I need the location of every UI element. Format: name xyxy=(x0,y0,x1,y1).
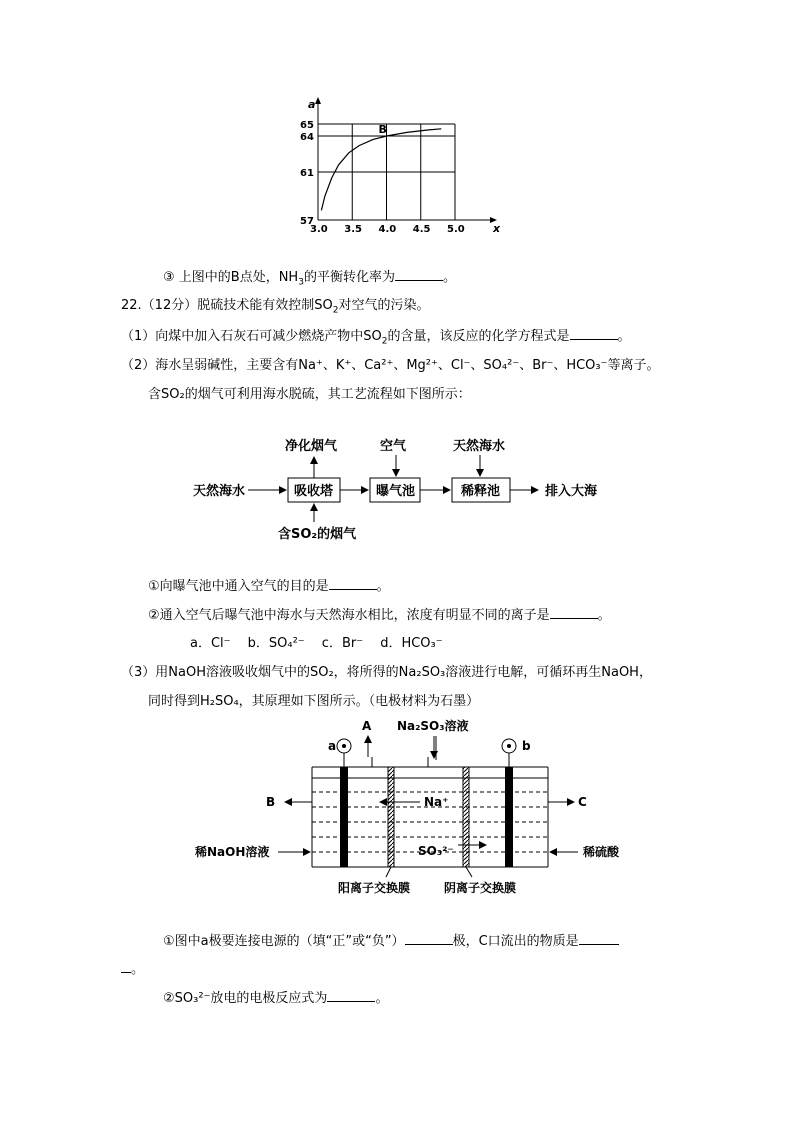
x-tick-label: 3.5 xyxy=(344,224,362,235)
x-tick-label: 4.0 xyxy=(378,224,397,235)
answer-blank[interactable] xyxy=(327,989,375,1002)
q22-part3-line2: 同时得到H₂SO₄，其原理如下图所示。（电极材料为石墨） xyxy=(148,694,480,709)
x-tick-label: 3.0 xyxy=(310,224,328,235)
x-tick-label: 4.5 xyxy=(412,224,431,235)
label-b: b xyxy=(522,739,531,753)
q22-part2-q1: ①向曝气池中通入空气的目的是 。 xyxy=(148,579,390,594)
membrane-cation xyxy=(388,767,394,867)
label-naoh: 稀NaOH溶液 xyxy=(195,845,270,859)
q22-part3-line1: （3）用NaOH溶液吸收烟气中的SO₂，将所得的Na₂SO₃溶液进行电解，可循环再生NaOH， xyxy=(121,665,652,680)
q22-part2-line2: 含SO₂的烟气可利用海水脱硫，其工艺流程如下图所示： xyxy=(148,387,471,402)
answer-blank[interactable] xyxy=(570,327,618,340)
flow-input-left: 天然海水 xyxy=(193,484,246,499)
q21-part3: ③ 上图中的B点处，$NH_3$的平衡转化率为 。 xyxy=(163,270,456,288)
flow-top3: 天然海水 xyxy=(453,439,506,454)
flow-output-right: 排入大海 xyxy=(545,484,598,499)
flow-box3-label: 稀释池 xyxy=(461,484,501,499)
flow-diagram xyxy=(0,430,794,550)
membrane-anion xyxy=(463,767,469,867)
answer-blank[interactable] xyxy=(395,268,443,281)
q22-header: 22.（12分）脱硫技术能有效控制$SO_2$对空气的污染。 xyxy=(121,298,430,316)
label-C: C xyxy=(578,795,587,809)
flow-top2: 空气 xyxy=(380,439,407,454)
curve-line xyxy=(321,129,441,211)
y-tick-label: 61 xyxy=(300,168,314,179)
label-membrane1: 阳离子交换膜 xyxy=(338,881,411,895)
label-B: B xyxy=(266,795,276,809)
label-so3: SO₃²⁻ xyxy=(418,844,454,858)
electrode-b xyxy=(505,767,513,867)
label-membrane2: 阴离子交换膜 xyxy=(444,881,517,895)
y-tick-label: 65 xyxy=(300,120,314,131)
y-axis-label: a xyxy=(308,98,316,111)
answer-blank[interactable] xyxy=(121,960,131,973)
flow-box2-label: 曝气池 xyxy=(376,484,416,499)
answer-blank[interactable] xyxy=(579,932,619,945)
q22-part2-q2: ②通入空气后曝气池中海水与天然海水相比，浓度有明显不同的离子是 。 xyxy=(148,608,611,623)
label-a: a xyxy=(328,739,337,753)
q22-part3-q1: ①图中a极要连接电源的（填“正”或“负”） 极，C口流出的物质是 xyxy=(163,932,619,951)
label-na: Na⁺ xyxy=(424,795,449,809)
answer-blank[interactable] xyxy=(550,606,598,619)
electrode-a xyxy=(340,767,348,867)
flow-bottom1: 含SO₂的烟气 xyxy=(278,527,357,542)
label-A: A xyxy=(362,719,372,733)
electrolysis-diagram xyxy=(0,712,794,902)
q22-part3-q1-cont: 。 xyxy=(121,960,144,979)
q22-part2-line1: （2）海水呈弱碱性，主要含有Na⁺、K⁺、Ca²⁺、Mg²⁺、Cl⁻、SO₄²⁻、Br⁻、HCO₃⁻等离子。 xyxy=(121,358,660,373)
q22-part1: （1）向煤中加入石灰石可减少燃烧产物中$SO_2$的含量，该反应的化学方程式是 。 xyxy=(121,329,631,347)
label-acid: 稀硫酸 xyxy=(583,845,620,859)
y-tick-label: 57 xyxy=(300,216,314,227)
y-axis-arrow xyxy=(315,97,321,104)
flow-top1: 净化烟气 xyxy=(285,439,338,454)
flow-box1-label: 吸收塔 xyxy=(294,484,334,499)
x-tick-label: 5.0 xyxy=(447,224,465,235)
x-axis-label: x xyxy=(493,222,501,235)
y-tick-label: 64 xyxy=(300,132,314,143)
q22-part2-options: a．Cl⁻ b．SO₄²⁻ c．Br⁻ d．HCO₃⁻ xyxy=(190,636,443,651)
q22-part3-q2: ②SO₃²⁻放电的电极反应式为 。 xyxy=(163,991,389,1006)
answer-blank[interactable] xyxy=(329,577,377,590)
answer-blank[interactable] xyxy=(405,932,453,945)
label-top-in: Na₂SO₃溶液 xyxy=(397,719,469,733)
point-label: B xyxy=(378,123,387,136)
